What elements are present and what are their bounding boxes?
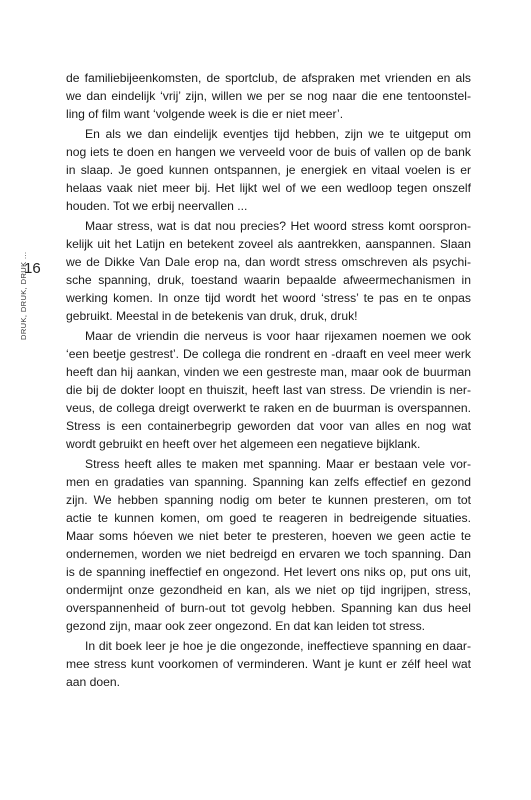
text-line: nog iets te doen en hangen we verveeld voor de buis of vallen op de bank (66, 145, 471, 159)
text-line: Stress is een containerbegrip geworden dat voor van alles en nog wat (66, 419, 471, 433)
text-line: we de Dikke Van Dale erop na, dan wordt stress omschreven als psychi- (66, 255, 471, 269)
text-line: Maar stress, wat is dat nou precies? Het woord stress komt oorspron- (85, 219, 471, 233)
text-line: we dan eindelijk ‘vrij’ zijn, willen we per se nog naar die ene tentoonstel- (66, 89, 471, 103)
text-line: zijn. We hebben spanning nodig om beter te kunnen presteren, om tot (66, 493, 471, 507)
text-line: de familiebijeenkomsten, de sportclub, de afspraken met vrienden en als (66, 71, 471, 85)
text-line: mee stress kunt voorkomen of verminderen. Want je kunt er zélf heel wat (66, 657, 471, 671)
text-line: ‘een beetje gestrest’. De collega die rondrent en -draaft en veel meer werk (66, 347, 471, 361)
text-line: men en gradaties van spanning. Spanning kan zelfs effectief en gezond (66, 475, 471, 489)
text-line: wordt gebruikt en heeft over het algemeen een negatieve bijklank. (66, 437, 421, 451)
text-line: In dit boek leer je hoe je die ongezonde, ineffectieve spanning en daar- (85, 639, 471, 653)
text-line: veus, de collega dreigt overwerkt te raken en de buurman is overspannen. (66, 401, 471, 415)
text-line: ondermijnt onze gezondheid en kan, als we niet op tijd ingrijpen, stress, (66, 583, 471, 597)
text-line: in slaap. Je goed kunnen ontspannen, je energiek en vitaal voelen is er (66, 163, 471, 177)
running-head: DRUK, DRUK, DRUK ... (19, 251, 28, 340)
text-line: overspannenheid of burn-out tot gevolg hebben. Spanning kan dus heel (66, 601, 471, 615)
paragraph (66, 327, 471, 453)
paragraph (66, 637, 471, 691)
text-line: Stress heeft alles te maken met spanning. Maar er bestaan vele vor- (85, 457, 471, 471)
text-line: die bij de dokter loopt en thuiszit, heeft last van stress. De vriendin is ner- (66, 383, 471, 397)
text-line: heeft dan hij aankan, vinden we een gestreste man, maar ook de buurman (66, 365, 471, 379)
text-line: is de spanning ineffectief en ongezond. Het levert ons niks op, put ons uit, (66, 565, 471, 579)
body-text (66, 69, 471, 693)
text-line: Maar de vriendin die nerveus is voor haar rijexamen noemen we ook (85, 329, 471, 343)
text-line: Maar soms hóeven we niet beter te presteren, hoeven we geen actie te (66, 529, 471, 543)
text-line: aan doen. (66, 675, 121, 689)
paragraph (66, 69, 471, 123)
text-line: En als we dan eindelijk eventjes tijd hebben, zijn we te uitgeput om (85, 127, 471, 141)
text-line: gezond zijn, maar ook zeer ongezond. En dat kan leiden tot stress. (66, 619, 426, 633)
text-line: sche spanning, druk, toestand waarin bepaalde afweermechanismen in (66, 273, 471, 287)
paragraph (66, 455, 471, 635)
text-line: gebruikt. Meestal in de betekenis van druk, druk, druk! (66, 309, 358, 323)
page-number: 16 (24, 260, 41, 277)
paragraph (66, 217, 471, 325)
text-line: helaas vaak niet meer bij. Het lijkt wel of we een wedloop tegen onszelf (66, 181, 471, 195)
text-line: houden. Tot we erbij neervallen ... (66, 199, 248, 213)
text-line: kelijk uit het Latijn en betekent zoveel als aantrekken, aanspannen. Slaan (66, 237, 471, 251)
text-line: werking komen. In onze tijd wordt het woord ‘stress’ te pas en te onpas (66, 291, 471, 305)
paragraph (66, 125, 471, 215)
text-line: actie te kunnen komen, om goed te reageren in bedreigende situaties. (66, 511, 471, 525)
text-line: ondernemen, worden we niet bedreigd en ervaren we toch spanning. Dan (66, 547, 471, 561)
text-line: ling of film want ‘volgende week is die er niet meer’. (66, 107, 344, 121)
